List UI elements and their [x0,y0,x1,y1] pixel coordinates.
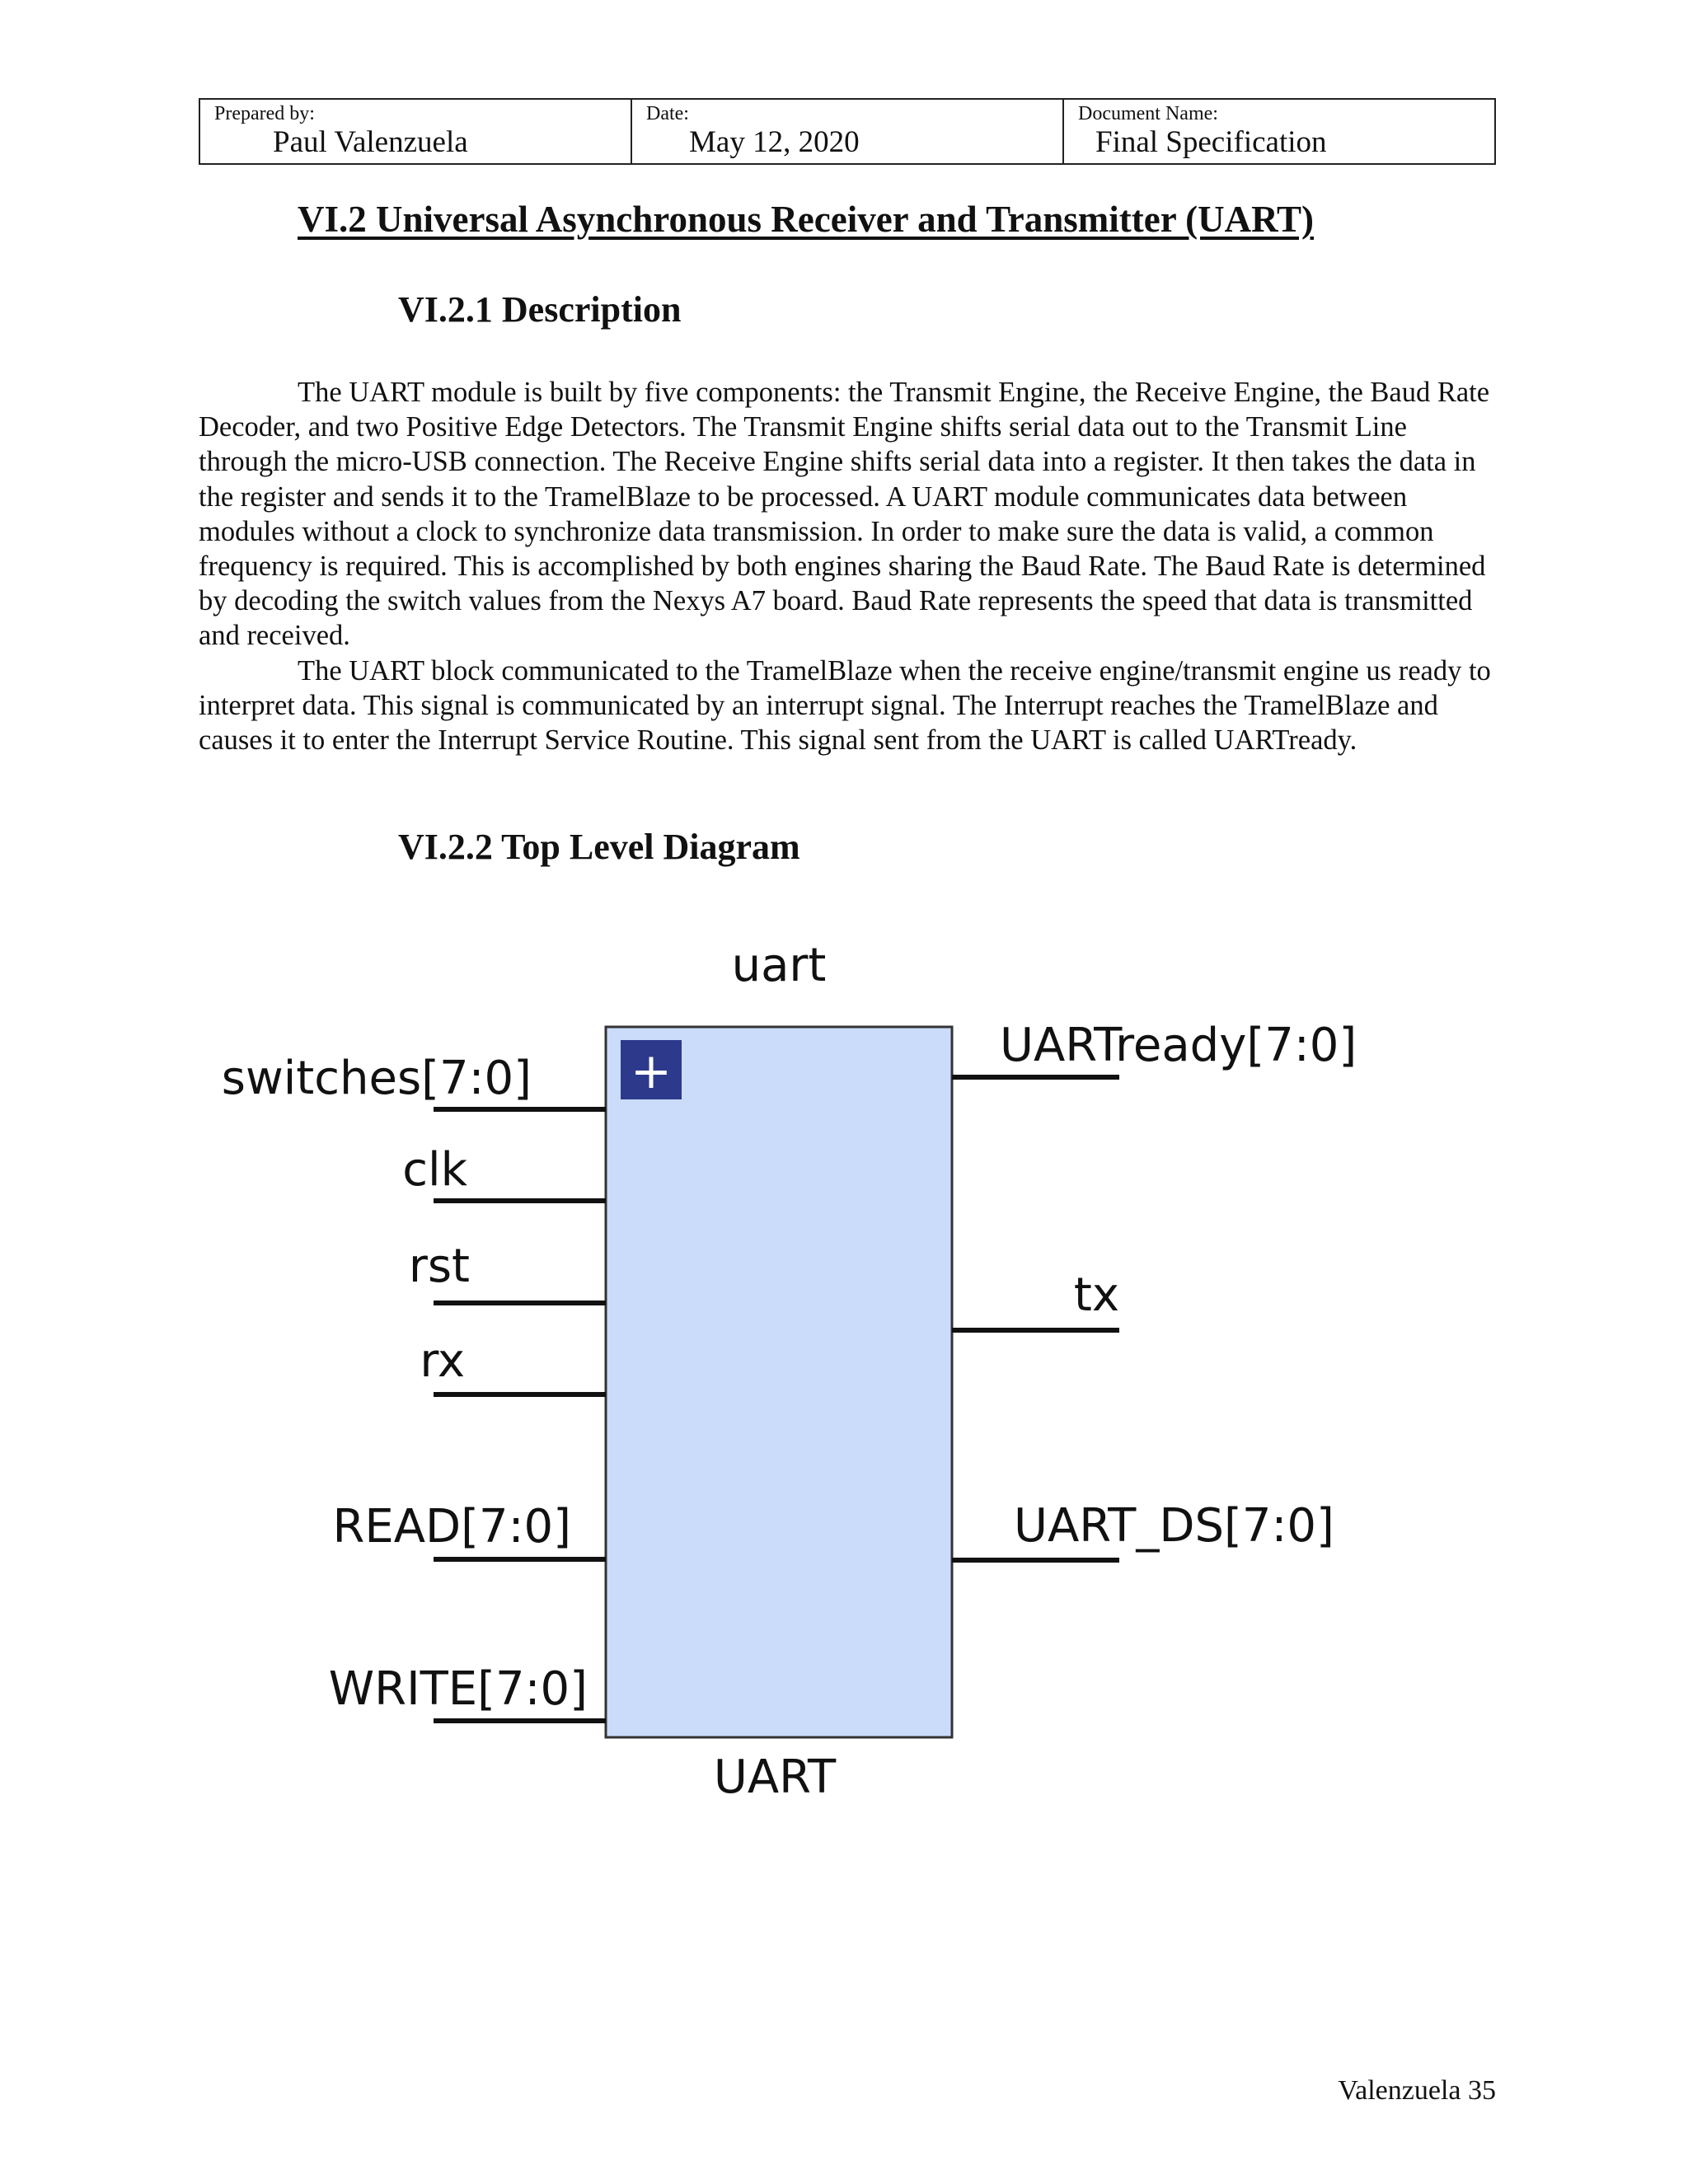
instance-name-label: uart [731,939,827,992]
port-uart-ds-label: UART_DS[7:0] [1014,1499,1334,1553]
page-footer: Valenzuela 35 [1338,2075,1496,2106]
module-name-label: UART [713,1750,837,1804]
paragraph: The UART module is built by five components: the Transmit Engine, the Receive Engine, the Baud Rate Decoder, and two Positive Edge Detectors. The Transmit Engine shifts serial data out to the Transmit Line through the micro-USB connection. The Receive Engine shifts serial data into a register. It then takes the data in the register and sends it to the TramelBlaze to be processed. A UART module communicates data between modules without a clock to synchronize data transmission. In order to make sure the data is valid, a common frequency is required. This is accomplished by both engines sharing the Baud Rate. The Baud Rate is determined by decoding the switch values from the Nexys A7 board. Baud Rate represents the speed that data is transmitted and received. [199,377,1490,652]
port-tx-label: tx [1073,1268,1119,1322]
uart-block [606,1027,952,1737]
document-name-label: Document Name: [1078,103,1218,124]
port-rx-label: rx [420,1334,465,1388]
expand-icon-glyph: + [630,1043,673,1100]
prepared-by-value: Paul Valenzuela [273,125,468,159]
date-label: Date: [646,103,689,124]
port-switches-label: switches[7:0] [221,1052,532,1105]
subsection-description-title: VI.2.1 Description [398,289,682,330]
port-rst-label: rst [408,1240,470,1293]
date-value: May 12, 2020 [689,125,860,159]
top-level-diagram [0,931,1688,1821]
description-body [199,375,1501,757]
port-clk-label: clk [402,1143,467,1197]
subsection-diagram-title: VI.2.2 Top Level Diagram [398,827,800,867]
prepared-by-cell [200,100,632,163]
prepared-by-label: Prepared by: [214,103,315,124]
document-name-value: Final Specification [1095,125,1327,159]
port-uartready-label: UARTready[7:0] [1000,1019,1357,1072]
port-write-label: WRITE[7:0] [328,1662,588,1716]
date-cell [632,100,1064,163]
header-table [199,98,1496,165]
port-read-label: READ[7:0] [332,1500,571,1554]
paragraph: The UART block communicated to the TramelBlaze when the receive engine/transmit engine us ready to interpret data. This signal is communicated by an interrupt signal. The Interrupt reaches the TramelBlaze and causes it to enter the Interrupt Service Routine. This signal sent from the UART is called UARTready. [199,654,1491,757]
section-title: VI.2 Universal Asynchronous Receiver and Transmitter (UART) [298,199,1314,240]
document-name-cell [1064,100,1494,163]
